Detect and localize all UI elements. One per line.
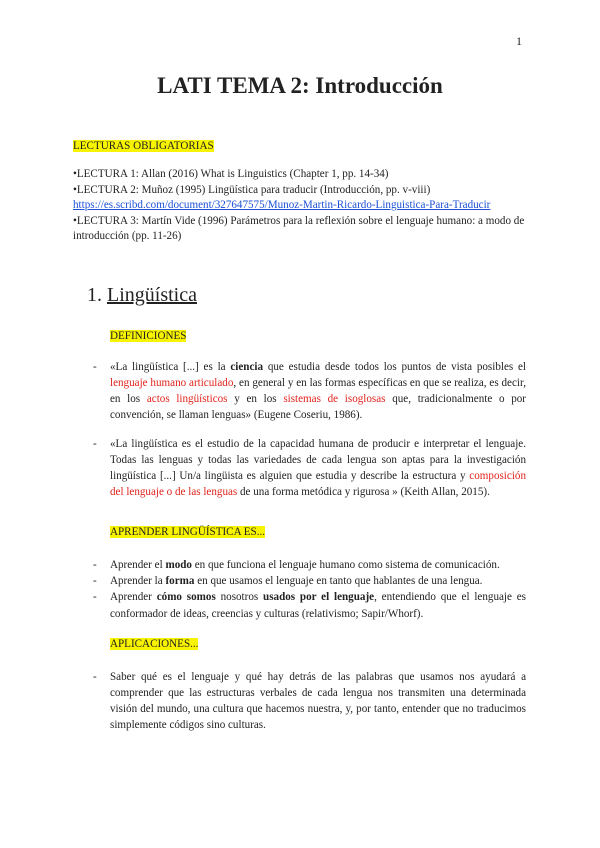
def2-text: «La lingüística es el estudio de la capacidad humana de producir e interpretar el lenguaje. Todas las lenguas y todas las variedades de cada lengua son aptas para la investigación lingüística [...] Un/a lingüista es alguien que estudia y describe la estructura y — [110, 438, 526, 482]
def2-red: composición del lenguaje o de las lenguas — [110, 469, 526, 498]
def1-red: sistemas de isoglosas — [283, 392, 386, 405]
item-bold: modo — [165, 559, 192, 571]
def1-red: actos lingüísticos — [146, 392, 228, 405]
def1-text: y en los — [227, 392, 284, 405]
def1-red: lenguaje humano articulado — [110, 376, 234, 389]
aplicaciones-label — [110, 638, 198, 650]
def1-text: , en general y en las formas específicas en que se realiza, es decir, en los — [110, 376, 527, 405]
item-text: en que usamos el lenguaje en tanto que hablantes de una lengua. — [194, 575, 483, 588]
item-text: en que funciona el lenguaje humano como sistema de comunicación. — [191, 559, 500, 571]
definiciones-label-text: DEFINICIONES — [110, 330, 187, 342]
def2-text: de una forma metódica y rigurosa » (Keith Allan, 2015). — [237, 485, 490, 498]
definition-2 — [93, 437, 526, 501]
aplicaciones-paragraph — [93, 670, 526, 734]
reading-1: •LECTURA 1: Allan (2016) What is Linguistics (Chapter 1, pp. 14-34) — [73, 168, 389, 180]
reading-2: •LECTURA 2: Muñoz (1995) Lingüística para traducir (Introducción, pp. v-viii) — [73, 183, 431, 196]
definition-1 — [93, 360, 527, 424]
page-number: 1 — [516, 34, 522, 48]
readings-list — [73, 167, 533, 245]
item-text: Aprender el — [110, 559, 166, 571]
aplicaciones-label-text: APLICACIONES... — [110, 638, 199, 650]
aprender-label — [110, 526, 265, 538]
def1-text: que, tradicionalmente o por convención, se llaman lenguas» (Eugene Coseriu, 1986). — [110, 392, 527, 421]
list-item — [93, 589, 526, 621]
readings-label — [73, 140, 214, 152]
dash: - — [93, 671, 97, 683]
def1-text: «La lingüística [...] es la — [110, 361, 231, 373]
item-text: Aprender la — [110, 575, 166, 588]
list-item — [93, 573, 526, 589]
reading-2-link[interactable]: https://es.scribd.com/document/327647575/Munoz-Martin-Ricardo-Linguistica-Para-Traducir — [73, 199, 491, 212]
item-text: nosotros — [215, 591, 264, 604]
dash: - — [93, 361, 97, 373]
aprender-list — [93, 557, 526, 622]
dash: - — [93, 575, 97, 588]
item-bold: forma — [165, 575, 195, 588]
aplicaciones-text: Saber qué es el lenguaje y qué hay detrás de las palabras que usamos nos ayudará a comprender que las estructuras verbales de cada lengua nos transmiten una determinada visión del mundo, una cultura que hacemos nuestra, y, por tanto, entender que no traducimos simplemente códigos sino culturas. — [110, 671, 526, 731]
def1-bold: ciencia — [230, 361, 264, 373]
definiciones-label — [110, 330, 186, 342]
section-number: 1. — [87, 284, 102, 306]
def1-text: que estudia desde todos los puntos de vista posibles el — [263, 361, 526, 373]
section-heading — [87, 284, 197, 307]
item-text: Aprender — [110, 591, 157, 604]
dash: - — [93, 438, 97, 450]
aprender-label-text: APRENDER LINGÜÍSTICA ES... — [110, 526, 266, 538]
page-title: LATI TEMA 2: Introducción — [157, 73, 443, 98]
dash: - — [93, 591, 97, 604]
section-title: Lingüística — [107, 284, 197, 306]
list-item — [93, 557, 526, 573]
readings-label-text: LECTURAS OBLIGATORIAS — [73, 140, 214, 152]
item-bold: cómo somos — [156, 591, 216, 604]
item-bold: usados por el lenguaje — [263, 591, 375, 604]
dash: - — [93, 559, 97, 571]
reading-3: •LECTURA 3: Martín Vide (1996) Parámetros para la reflexión sobre el lenguaje humano: a modo de introducción (pp. 11-26) — [73, 214, 525, 243]
item-text: , entendiendo que el lenguaje es conformador de ideas, creencias y culturas (relativismo; Sapir/Whorf). — [110, 591, 526, 620]
